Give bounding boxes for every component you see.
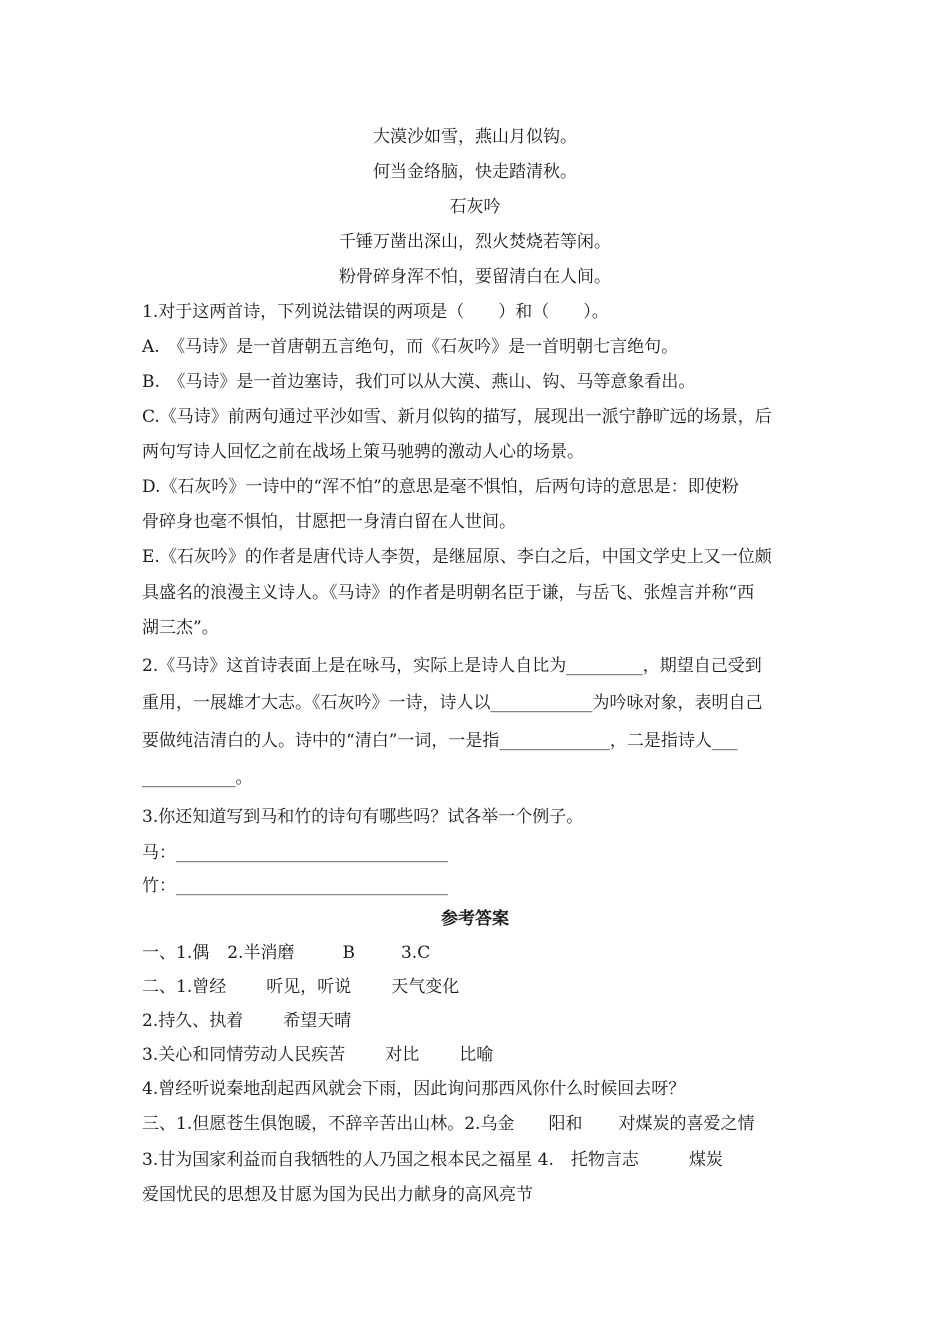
- question-1-option-c-line2: 两句写诗人回忆之前在战场上策马驰骋的激动人心的场景。: [142, 442, 584, 462]
- answer-line-2: [142, 976, 822, 998]
- answer-6-part-c: 对煤炭的喜爱之情: [618, 1114, 755, 1134]
- answer-line-7: [142, 1149, 822, 1171]
- poem2-title: 石灰吟: [449, 197, 501, 217]
- question-1-option-e-line2: 具盛名的浪漫主义诗人。《马诗》的作者是明朝名臣于谦，与岳飞、张煌言并称“西: [142, 583, 755, 603]
- answer-3-part-b: 希望天晴: [283, 1011, 352, 1031]
- question-2-line2: 重用，一展雄才大志。《石灰吟》一诗，诗人以____________为吟咏对象，表明自己: [142, 693, 763, 713]
- answer-4-part-b: 对比: [385, 1045, 420, 1065]
- answer-7-part-b: 煤炭: [688, 1150, 723, 1170]
- question-1-stem: 1.对于这两首诗，下列说法错误的两项是（ ）和（ ）。: [142, 302, 609, 322]
- answer-1-part-b: 2.半消磨: [227, 943, 295, 963]
- answer-7-part-a: 3.甘为国家利益而自我牺牲的人乃国之根本民之福星 4. 托物言志: [142, 1150, 639, 1170]
- answer-line-8: 爱国忧民的思想及甘愿为国为民出力献身的高风亮节: [142, 1185, 533, 1205]
- answer-line-6: [142, 1113, 822, 1135]
- answer-line-3: [142, 1010, 822, 1032]
- question-2-line4: ___________。: [142, 768, 253, 788]
- answer-6-part-b: 阳和: [548, 1114, 583, 1134]
- answer-1-part-a: 一、1.偶: [142, 943, 210, 963]
- answer-1-part-d: 3.C: [400, 943, 431, 963]
- question-3-horse-blank: 马：________________________________: [142, 843, 448, 863]
- answer-2-part-b: 听见，听说: [266, 977, 352, 997]
- question-3-bamboo-blank: 竹：________________________________: [142, 876, 448, 896]
- question-1-option-a: A. 《马诗》是一首唐朝五言绝句，而《石灰吟》是一首明朝七言绝句。: [142, 337, 679, 357]
- poem2-line1: 千锤万凿出深山，烈火焚烧若等闲。: [339, 232, 611, 252]
- poem1-line4: 何当金络脑，快走踏清秋。: [373, 162, 577, 182]
- question-1-option-d-line1: D.《石灰吟》一诗中的“浑不怕”的意思是毫不惧怕，后两句诗的意思是：即使粉: [142, 477, 739, 497]
- answer-2-part-a: 二、1.曾经: [142, 977, 227, 997]
- answers-title: 参考答案: [441, 909, 509, 929]
- answer-3-part-a: 2.持久、执着: [142, 1011, 244, 1031]
- answer-4-part-c: 比喻: [459, 1045, 494, 1065]
- answer-2-part-c: 天气变化: [391, 977, 460, 997]
- answer-line-5: 4.曾经听说秦地刮起西风就会下雨，因此询问那西风你什么时候回去呀？: [142, 1079, 686, 1099]
- question-3-stem: 3.你还知道写到马和竹的诗句有哪些吗？试各举一个例子。: [142, 807, 584, 827]
- question-1-option-c-line1: C.《马诗》前两句通过平沙如雪、新月似钩的描写，展现出一派宁静旷远的场景，后: [142, 407, 772, 427]
- answer-line-4: [142, 1044, 822, 1066]
- answer-1-part-c: B: [342, 943, 355, 963]
- answer-6-part-a: 三、1.但愿苍生俱饱暖，不辞辛苦出山林。2.乌金: [142, 1114, 515, 1134]
- poem2-line2: 粉骨碎身浑不怕，要留清白在人间。: [339, 267, 611, 287]
- poem1-line3: 大漠沙如雪，燕山月似钩。: [373, 127, 577, 147]
- question-1-option-d-line2: 骨碎身也毫不惧怕，甘愿把一身清白留在人世间。: [142, 512, 516, 532]
- question-1-option-e-line1: E.《石灰吟》的作者是唐代诗人李贺，是继屈原、李白之后，中国文学史上又一位颇: [142, 547, 772, 567]
- question-1-option-e-line3: 湖三杰”。: [142, 618, 219, 638]
- question-2-line3: 要做纯洁清白的人。诗中的“清白”一词，一是指_____________，二是指诗人___: [142, 731, 738, 751]
- answer-line-1: [142, 942, 822, 964]
- answer-4-part-a: 3.关心和同情劳动人民疾苦: [142, 1045, 346, 1065]
- question-2-line1: 2.《马诗》这首诗表面上是在咏马，实际上是诗人自比为_________，期望自己受到: [142, 656, 762, 676]
- question-1-option-b: B. 《马诗》是一首边塞诗，我们可以从大漠、燕山、钩、马等意象看出。: [142, 372, 696, 392]
